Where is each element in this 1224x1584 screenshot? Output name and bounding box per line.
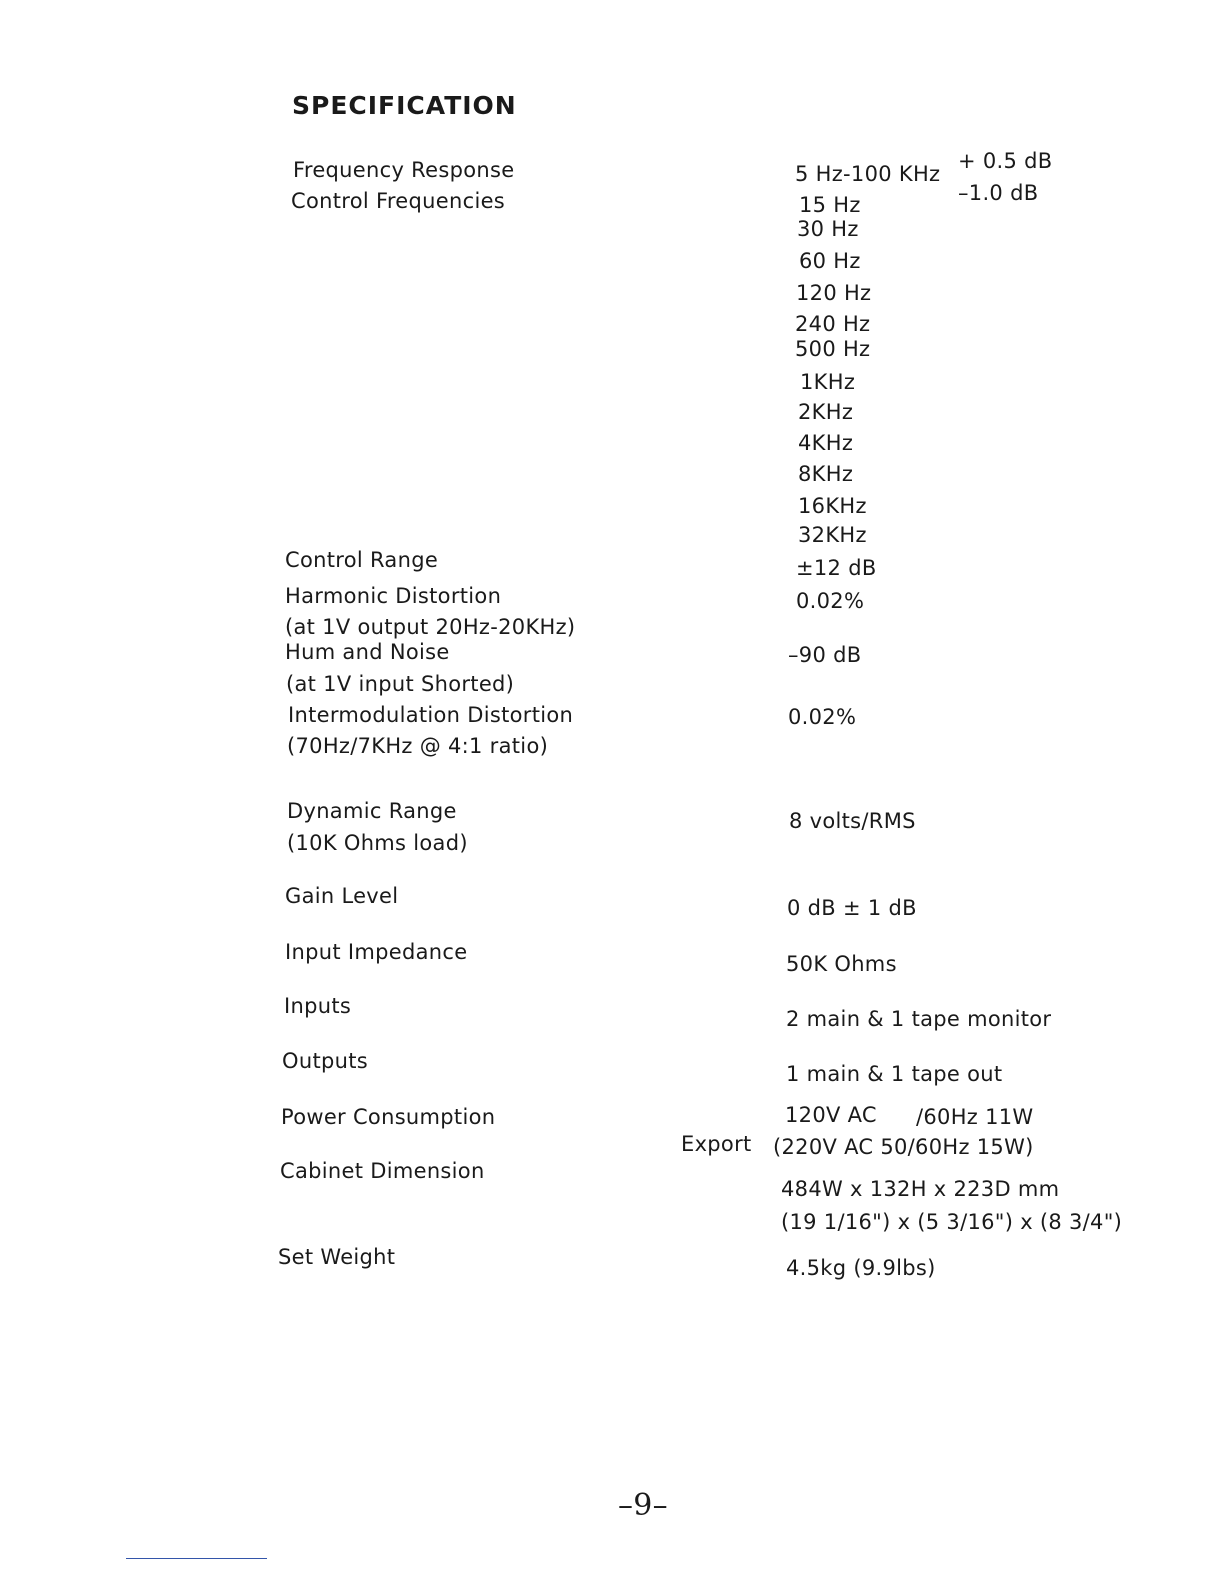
spec-label-dynamic-range: Dynamic Range (287, 799, 457, 823)
control-frequency-value: 4KHz (798, 431, 854, 455)
spec-value-power-frequency: /60Hz 11W (916, 1105, 1034, 1129)
spec-export-value: (220V AC 50/60Hz 15W) (773, 1135, 1034, 1159)
spec-tolerance-plus: + 0.5 dB (958, 149, 1053, 173)
spec-value-gain-level: 0 dB ± 1 dB (787, 896, 917, 920)
spec-note-harmonic-distortion: (at 1V output 20Hz-20KHz) (285, 615, 576, 639)
spec-note-hum-noise: (at 1V input Shorted) (286, 672, 515, 696)
spec-label-control-frequencies: Control Frequencies (291, 189, 506, 213)
spec-export-label: Export (681, 1132, 752, 1156)
control-frequency-value: 500 Hz (795, 337, 871, 361)
spec-value-inputs: 2 main & 1 tape monitor (786, 1007, 1052, 1031)
spec-label-harmonic-distortion: Harmonic Distortion (285, 584, 502, 608)
control-frequency-value: 30 Hz (797, 217, 859, 241)
spec-value-dynamic-range: 8 volts/RMS (789, 809, 916, 833)
spec-label-input-impedance: Input Impedance (285, 940, 468, 964)
spec-label-hum-noise: Hum and Noise (285, 640, 450, 664)
spec-label-gain-level: Gain Level (285, 884, 399, 908)
control-frequency-value: 60 Hz (799, 249, 861, 273)
spec-value-cabinet-inches: (19 1/16") x (5 3/16") x (8 3/4") (781, 1210, 1123, 1234)
spec-value-cabinet-mm: 484W x 132H x 223D mm (781, 1177, 1060, 1201)
spec-value-hum-noise: –90 dB (788, 643, 862, 667)
spec-label-intermod-distortion: Intermodulation Distortion (288, 703, 574, 727)
spec-label-inputs: Inputs (284, 994, 352, 1018)
spec-note-intermod-distortion: (70Hz/7KHz @ 4:1 ratio) (287, 734, 549, 758)
control-frequency-value: 240 Hz (795, 312, 871, 336)
bottom-rule (126, 1558, 267, 1559)
page-number: –9– (618, 1488, 668, 1523)
page-title: SPECIFICATION (292, 91, 517, 120)
spec-label-cabinet-dimension: Cabinet Dimension (280, 1159, 485, 1183)
spec-label-frequency-response: Frequency Response (293, 158, 515, 182)
control-frequency-value: 1KHz (800, 370, 856, 394)
spec-label-control-range: Control Range (285, 548, 439, 572)
control-frequency-value: 16KHz (798, 494, 867, 518)
control-frequency-value: 32KHz (798, 523, 867, 547)
control-frequency-value: 120 Hz (796, 281, 872, 305)
control-frequency-value: 15 Hz (799, 193, 861, 217)
control-frequency-value: 8KHz (798, 462, 854, 486)
control-frequency-value: 2KHz (798, 400, 854, 424)
spec-value-harmonic-distortion: 0.02% (796, 589, 865, 613)
spec-value-intermod-distortion: 0.02% (788, 705, 857, 729)
spec-tolerance-minus: –1.0 dB (958, 181, 1039, 205)
spec-value-outputs: 1 main & 1 tape out (786, 1062, 1003, 1086)
spec-value-frequency-response: 5 Hz-100 KHz (795, 162, 941, 186)
spec-value-control-range: ±12 dB (796, 556, 877, 580)
spec-value-set-weight: 4.5kg (9.9lbs) (786, 1256, 936, 1280)
spec-label-outputs: Outputs (282, 1049, 368, 1073)
spec-label-set-weight: Set Weight (278, 1245, 396, 1269)
spec-value-input-impedance: 50K Ohms (786, 952, 897, 976)
spec-label-power-consumption: Power Consumption (281, 1105, 496, 1129)
spec-value-power-voltage: 120V AC (785, 1103, 877, 1127)
spec-note-dynamic-range: (10K Ohms load) (287, 831, 468, 855)
